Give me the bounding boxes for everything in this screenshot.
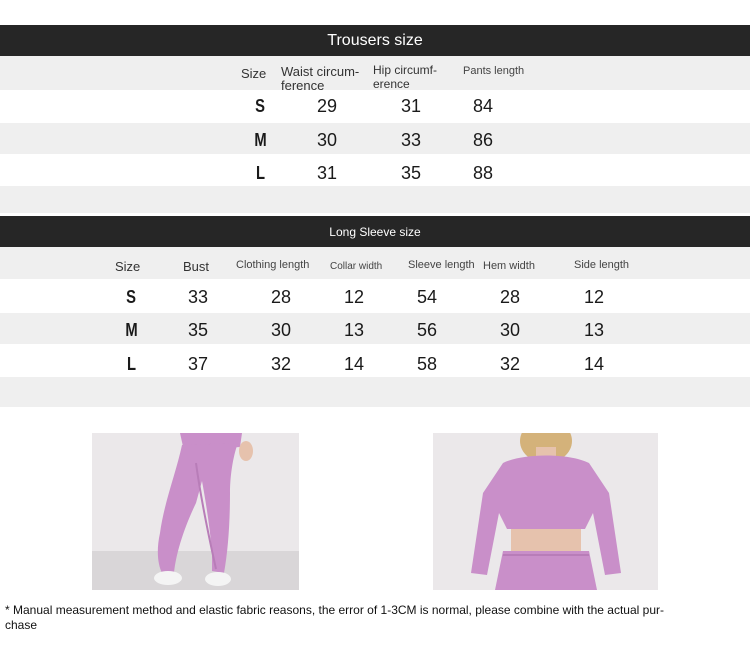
trousers-waist-s: 29	[317, 96, 338, 116]
trousers-length-m: 86	[473, 130, 494, 150]
trousers-waist-m: 30	[317, 130, 338, 150]
ls-side-length-m: 13	[584, 320, 605, 340]
ls-collar-width-l: 14	[344, 354, 365, 374]
ls-header-bust: Bust	[183, 259, 210, 274]
trousers-row-stripe	[0, 186, 750, 213]
long-sleeve-top-photo	[433, 433, 658, 590]
long-sleeve-row-stripe	[0, 377, 750, 407]
long-sleeve-title-bar	[0, 216, 750, 247]
ls-size-m: M	[125, 320, 138, 340]
ls-clothing-length-l: 32	[271, 354, 292, 374]
ls-header-sleeve-length: Sleeve length	[408, 259, 475, 271]
leggings-photo	[92, 433, 299, 590]
ls-size-s: S	[126, 287, 136, 307]
ls-clothing-length-s: 28	[271, 287, 292, 307]
trousers-size-l: L	[255, 163, 266, 183]
ls-bust-l: 37	[188, 354, 209, 374]
ls-sleeve-length-m: 56	[417, 320, 438, 340]
ls-hem-width-s: 28	[500, 287, 521, 307]
trousers-row-stripe	[0, 123, 750, 154]
trousers-waist-l: 31	[317, 163, 338, 183]
ls-header-size: Size	[115, 259, 141, 274]
ls-sleeve-length-s: 54	[417, 287, 438, 307]
trousers-size-m: M	[254, 130, 267, 150]
ls-collar-width-s: 12	[344, 287, 365, 307]
ls-header-collar-width: Collar width	[330, 261, 383, 272]
ls-header-clothing-length: Clothing length	[236, 259, 310, 271]
trousers-header-hip: Hip circumf- erence	[373, 63, 438, 91]
trousers-header-pants-length: Pants length	[463, 65, 525, 77]
trousers-header-size: Size	[241, 66, 267, 81]
ls-hem-width-l: 32	[500, 354, 521, 374]
trousers-header-waist: Waist circum- ference	[281, 64, 360, 93]
measurement-note: * Manual measurement method and elastic fabric reasons, the error of 1-3CM is normal, please combine with the actual pur- chase	[5, 603, 664, 632]
trousers-hip-l: 35	[401, 163, 422, 183]
trousers-title-bar	[0, 25, 750, 56]
ls-bust-s: 33	[188, 287, 209, 307]
ls-side-length-s: 12	[584, 287, 605, 307]
trousers-hip-s: 31	[401, 96, 422, 116]
ls-clothing-length-m: 30	[271, 320, 292, 340]
ls-collar-width-m: 13	[344, 320, 365, 340]
ls-header-hem-width: Hem width	[483, 260, 535, 272]
trousers-length-l: 88	[473, 163, 494, 183]
trousers-title: Trousers size	[327, 31, 423, 49]
ls-bust-m: 35	[188, 320, 209, 340]
long-sleeve-title: Long Sleeve size	[329, 224, 421, 239]
trousers-length-s: 84	[473, 96, 494, 116]
leggings-illustration	[92, 433, 299, 590]
ls-sleeve-length-l: 58	[417, 354, 438, 374]
ls-side-length-l: 14	[584, 354, 605, 374]
trousers-size-s: S	[255, 96, 265, 116]
trousers-hip-m: 33	[401, 130, 422, 150]
long-sleeve-row-stripe	[0, 313, 750, 344]
ls-size-l: L	[126, 354, 137, 374]
ls-header-side-length: Side length	[574, 259, 630, 271]
ls-hem-width-m: 30	[500, 320, 521, 340]
long-sleeve-top-illustration	[433, 433, 658, 590]
